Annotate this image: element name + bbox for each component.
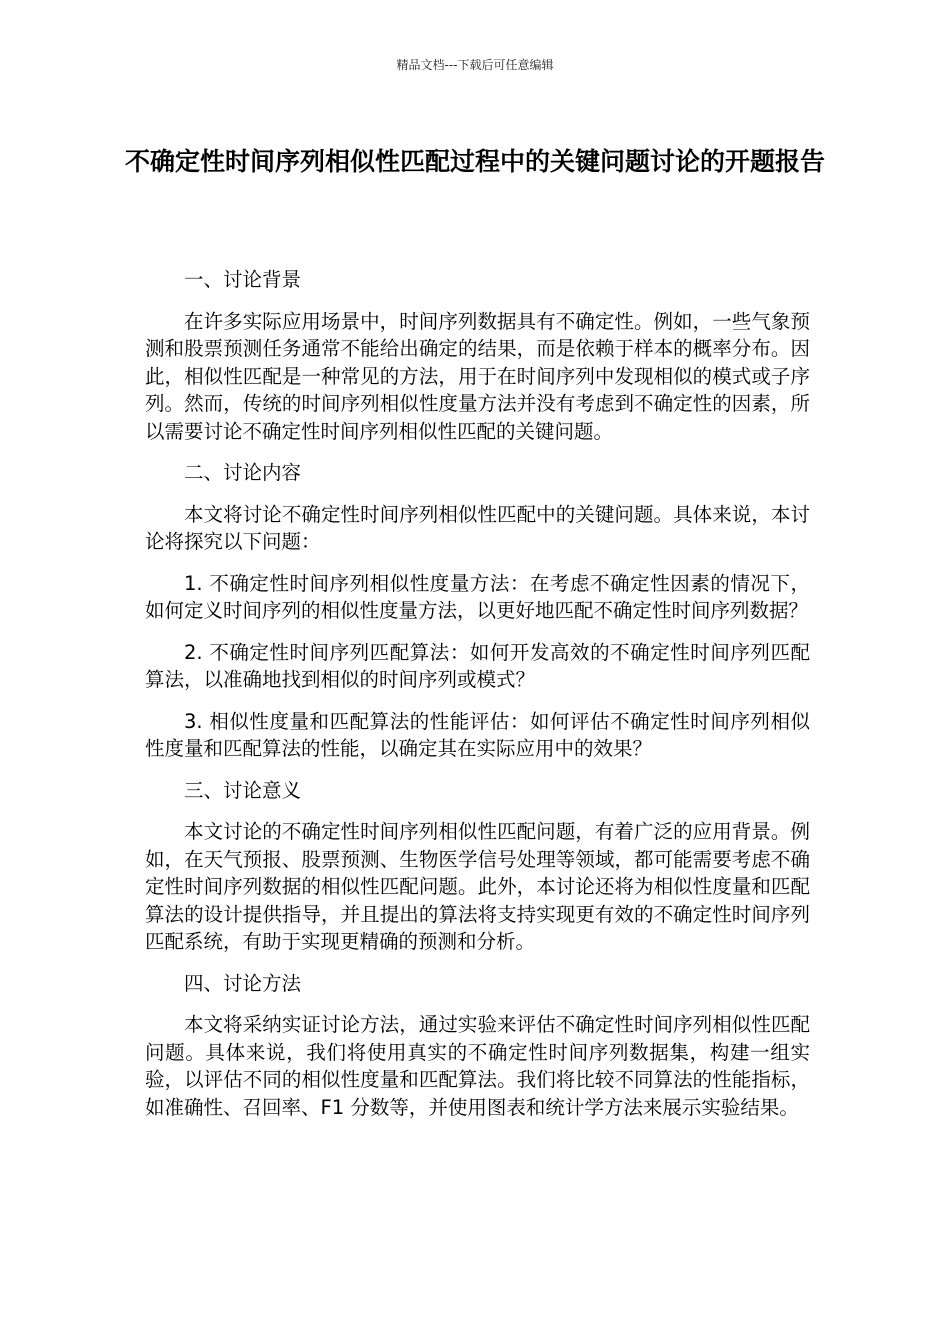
document-body: [145, 266, 810, 1135]
list-item: 2. 不确定性时间序列匹配算法：如何开发高效的不确定性时间序列匹配算法，以准确地找到相似的时间序列或模式？: [145, 640, 810, 691]
paragraph: 本文将采纳实证讨论方法，通过实验来评估不确定性时间序列相似性匹配问题。具体来说，我们将使用真实的不确定性时间序列数据集，构建一组实验，以评估不同的相似性度量和匹配算法。我们将比较不同算法的性能指标，如准确性、召回率、F1 分数等，并使用图表和统计学方法来展示实验结果。: [145, 1013, 810, 1119]
section-heading: 二、讨论内容: [184, 461, 302, 484]
section-heading: 三、讨论意义: [184, 778, 302, 802]
list-item: 1. 不确定性时间序列相似性度量方法：在考虑不确定性因素的情况下，如何定义时间序列的相似性度量方法，以更好地匹配不确定性时间序列数据？: [145, 571, 810, 622]
paragraph: 本文将讨论不确定性时间序列相似性匹配中的关键问题。具体来说，本讨论将探究以下问题：: [145, 502, 810, 553]
section-heading: 四、讨论方法: [184, 971, 302, 995]
paragraph: 在许多实际应用场景中，时间序列数据具有不确定性。例如，一些气象预测和股票预测任务通常不能给出确定的结果，而是依赖于样本的概率分布。因此，相似性匹配是一种常见的方法，用于在时间序列中发现相似的模式或子序列。然而，传统的时间序列相似性度量方法并没有考虑到不确定性的因素，所以需要讨论不确定性时间序列相似性匹配的关键问题。: [145, 309, 810, 443]
section-heading: 一、讨论背景: [184, 268, 302, 291]
header-note: 精品文档---下载后可任意编辑: [396, 58, 554, 72]
list-item: 3. 相似性度量和匹配算法的性能评估：如何评估不确定性时间序列相似性度量和匹配算法的性能，以确定其在实际应用中的效果？: [145, 709, 810, 760]
document-title: 不确定性时间序列相似性匹配过程中的关键问题讨论的开题报告: [124, 147, 825, 176]
paragraph: 本文讨论的不确定性时间序列相似性匹配问题，有着广泛的应用背景。例如，在天气预报、股票预测、生物医学信号处理等领域，都可能需要考虑不确定性时间序列数据的相似性匹配问题。此外，本讨论还将为相似性度量和匹配算法的设计提供指导，并且提出的算法将支持实现更有效的不确定性时间序列匹配系统，有助于实现更精确的预测和分析。: [145, 820, 810, 953]
